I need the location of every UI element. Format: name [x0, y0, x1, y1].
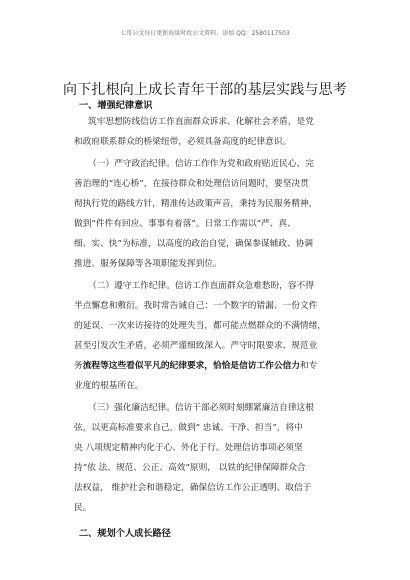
para1-line-2: 善治理的“连心桥”，在接待群众和处理信访问题时，要坚决贯 — [74, 179, 309, 189]
para2-bold-text: 流程等这些看似平凡的纪律要求，恰恰是信访工作公信力 — [82, 361, 300, 371]
intro-line-1: 筑牢思想防线信访工作直面群众诉求、化解社会矛盾，是党 — [88, 117, 314, 127]
document-title: 向下扎根向上成长青年干部的基层实践与思考 — [63, 82, 347, 98]
para3-line-6: 民。 — [74, 503, 92, 513]
header-note: 七哥公文每日更新海量时政公文资料，添加 QQ：2580117503 — [120, 30, 290, 37]
para2-line-3: 的延误、一次来访接待的处理失当，都可能点燃群众的不满情绪， — [74, 321, 326, 331]
section-heading-2: 二、规划个人成长路径 — [79, 528, 171, 539]
para2-line-4: 甚至引发次生矛盾，必须严谨细致深入。严守时限要求、规范业 — [74, 341, 318, 351]
para3-line-4: 持“依 法、规范、公正、高效”原则， 以铁的纪律保障群众合 — [74, 463, 306, 473]
para1-line-4: 做到“件件有回应、事事有着落”。日常工作需以“严、真、 — [74, 219, 296, 229]
para1-line-5: 细、实、快”为标准，以高度的政治自觉，确保参谋辅政、协调 — [74, 239, 314, 249]
para1-line-3: 彻执行党的路线方针，精准传达政策声音，秉持为民服务精神， — [74, 199, 318, 209]
para2-text-pre: 务 — [74, 361, 83, 371]
para2-line-5 — [74, 356, 317, 377]
para3-line-1: （三）强化廉洁纪律。信访干部必须时刻绷紧廉洁自律这根 — [88, 403, 314, 413]
para3-line-3: 央 八项规定精神内化于心、外化于行。处理信访事项必须坚 — [74, 443, 303, 453]
intro-line-2: 和政府联系群众的桥梁纽带，必须具备高度的纪律意识。 — [74, 137, 292, 147]
para1-line-6: 推进、服务保障等各项职能发挥到位。 — [74, 259, 222, 269]
para2-line-6: 业度的根基所在。 — [74, 381, 144, 391]
section-heading-1: 一、增强纪律意识 — [79, 100, 153, 111]
para3-line-5: 法权益， 维护社会和谐稳定，确保信访工作公正透明、取信于 — [74, 483, 312, 493]
para2-line-1: （二）遵守工作纪律。信访工作直面群众急难愁盼，容不得 — [88, 281, 314, 291]
para1-line-1: （一）严守政治纪律。信访工作作为党和政府贴近民心、完 — [88, 159, 314, 169]
para2-text-mid: 和专 — [299, 361, 318, 371]
para3-line-2: 弦，以更高标准要求自己，做到“ 忠诚、干净、担当”，将中 — [74, 423, 303, 433]
para2-line-2: 半点懈怠和敷衍。我时常告诫自己：一个数字的错漏、一份文件 — [74, 301, 318, 311]
